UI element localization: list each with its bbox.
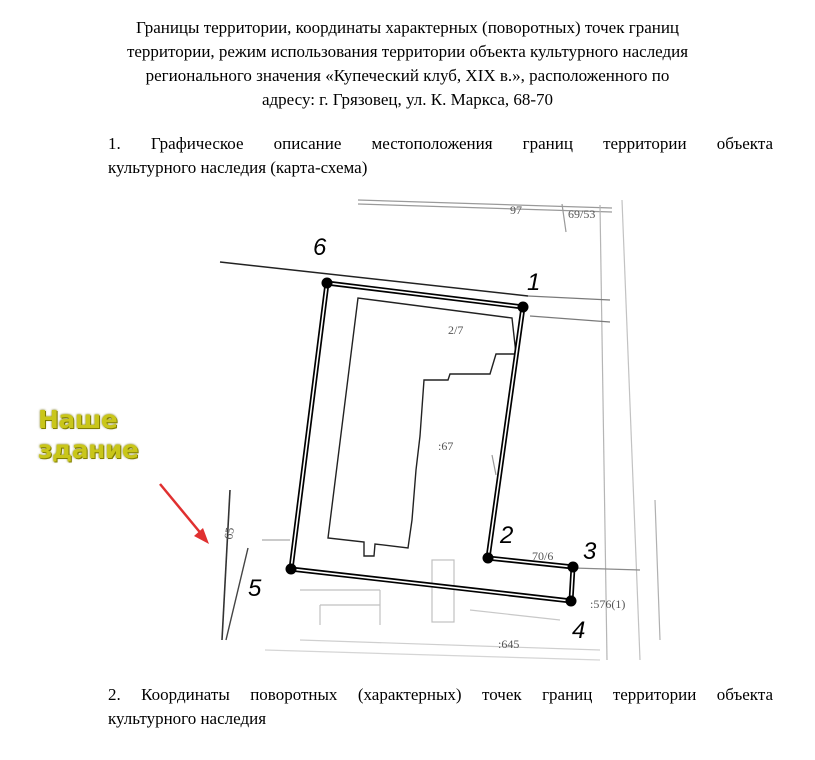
title-line-2: территории, режим использования территории объекта культурного наследия	[126, 42, 689, 61]
parcel-label-lot-right-far: :576(1)	[590, 597, 626, 611]
point-label-2: 2	[500, 522, 514, 549]
document-title	[80, 16, 735, 112]
section-2-heading	[108, 683, 773, 731]
parcel-label-lot-top-right: 69/53	[568, 207, 596, 221]
section-1-line-2: культурного наследия (карта-схема)	[108, 158, 368, 177]
parcel-label-lot-left: 65	[221, 526, 238, 541]
section-2-line-2: культурного наследия	[108, 709, 267, 728]
parcel-label-building: :67	[438, 439, 454, 453]
parcel-label-lot-top-left: 97	[510, 203, 522, 217]
title-line-3: регионального значения «Купеческий клуб, XIX в.», расположенного по	[145, 66, 670, 85]
territory-boundary	[291, 283, 573, 601]
title-line-4: адресу: г. Грязовец, ул. К. Маркса, 68-70	[261, 90, 554, 109]
building-footprint	[328, 298, 516, 556]
section-2-line-1: 2. Координаты поворотных (характерных) точек границ территории объекта	[108, 685, 773, 704]
annotation-our-building	[38, 405, 138, 465]
section-1-heading	[108, 132, 773, 180]
parcel-label-lot-bottom: :645	[498, 637, 520, 651]
boundary-point-3	[568, 562, 579, 573]
boundary-point-4	[566, 596, 577, 607]
annotation-arrow	[160, 484, 209, 544]
annotation-line-1: Наше	[38, 405, 118, 434]
boundary-point-1	[518, 302, 529, 313]
parcel-label-lot-right: 70/6	[532, 549, 554, 563]
point-label-1: 1	[527, 269, 541, 296]
point-label-5: 5	[248, 575, 262, 602]
section-1-line-1: 1. Графическое описание местоположения границ территории объекта	[108, 134, 773, 153]
title-line-1: Границы территории, координаты характерных (поворотных) точек границ	[135, 18, 680, 37]
point-label-6: 6	[313, 234, 327, 261]
boundary-point-2	[483, 553, 494, 564]
boundary-point-5	[286, 564, 297, 575]
point-label-4: 4	[572, 617, 586, 644]
point-label-3: 3	[583, 538, 597, 565]
boundary-point-6	[322, 278, 333, 289]
parcel-label-lot-top-center: 2/7	[448, 323, 464, 337]
annotation-line-2: здание	[38, 435, 139, 464]
